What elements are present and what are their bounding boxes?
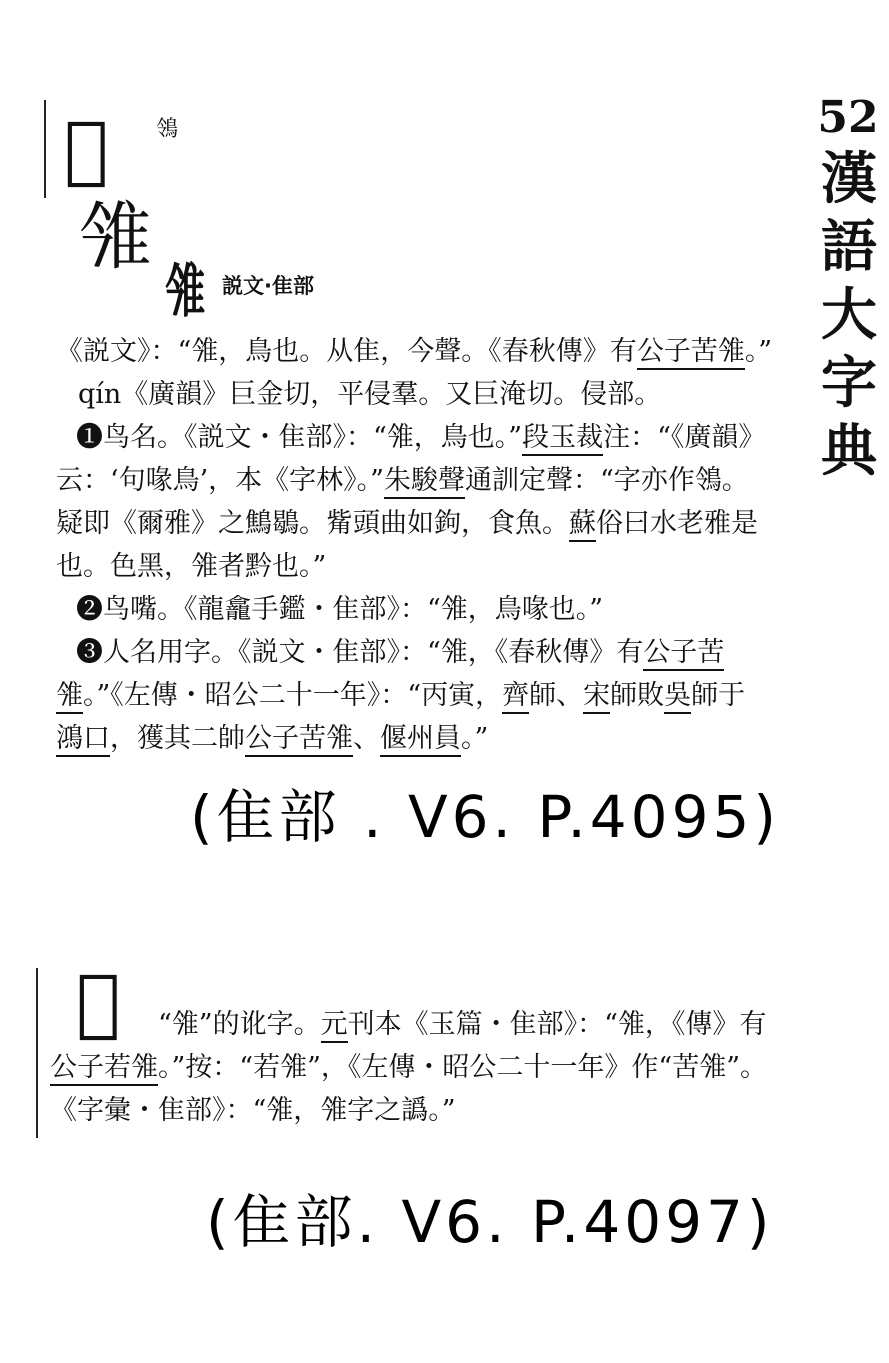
title-char: 字 [821,350,877,416]
proper-noun: 齊 [502,680,529,714]
title-char: 典 [821,418,877,484]
title-char: 漢 [821,146,877,212]
proper-noun: 公子苦雂 [245,723,353,757]
proper-noun: 偃州員 [380,723,461,757]
margin-line [36,968,38,1138]
handwritten-note: (隹部. V6. P.4097) [206,1188,774,1256]
headword-simplified: 𱿈 [64,106,109,192]
margin-line [44,100,46,198]
handwritten-note: (隹部 . V6. P.4095) [190,783,781,851]
proper-noun: 鴻口 [56,723,110,757]
sense-2-line: ❷鸟嘴。《龍龕手鑑・隹部》：“雂，鳥喙也。” [76,594,604,625]
entry-line: 云：‘句喙鳥’，本《字林》。”朱駿聲通訓定聲：“字亦作鴒。 [56,463,749,499]
entry-line: “雂”的讹字。元刊本《玉篇・隹部》：“雂，《傳》有 [158,1007,766,1043]
entry-line: 疑即《爾雅》之鷦鶡。觜頭曲如鉤，食魚。蘇俗曰水老雅是 [56,506,758,542]
title-char: 大 [821,282,877,348]
entry-line: 《説文》：“雂，鳥也。从隹，今聲。《春秋傳》有公子苦雂。” [56,334,772,370]
entry-line: 也。色黑，雂者黔也。” [56,551,327,582]
proper-noun: 雂 [56,680,83,714]
proper-noun: 宋 [583,680,610,714]
seal-script-char: 雂 [164,257,206,325]
proper-noun: 公子苦 [643,637,724,671]
entry-line: 《字彙・隹部》：“雂，雂字之譌。” [50,1095,456,1126]
proper-noun: 段玉裁 [522,422,603,456]
entry-line: 鴻口，獲其二帥公子苦雂、偃州員。” [56,721,488,757]
headword-note: 鴒 [156,117,179,142]
proper-noun: 吳 [664,680,691,714]
entry-line: 公子若雂。”按：“若雂”，《左傳・昭公二十一年》作“苦雂”。 [50,1050,767,1086]
headword: 𱿉 [76,959,121,1045]
sense-3-line: ❸人名用字。《説文・隹部》：“雂，《春秋傳》有公子苦 [76,635,724,671]
headword-traditional: 雂 [78,194,152,280]
proper-noun: 公子苦雂 [637,336,745,370]
title-char: 語 [821,214,877,280]
sense-1-line: ❶鸟名。《説文・隹部》：“雂，鳥也。”段玉裁注：“《廣韻》 [76,420,765,456]
proper-noun: 朱駿聲 [384,465,465,499]
proper-noun: 公子若雂 [50,1052,158,1086]
seal-source: 説文·隹部 [222,274,314,298]
pronunciation-line: qín《廣韻》巨金切，平侵羣。又巨淹切。侵部。 [78,379,662,410]
proper-noun: 元 [321,1009,348,1043]
proper-noun: 蘇 [569,508,596,542]
page-number: 52 [817,92,879,143]
entry-line: 雂。”《左傳・昭公二十一年》：“丙寅，齊師、宋師敗吳師于 [56,678,745,714]
